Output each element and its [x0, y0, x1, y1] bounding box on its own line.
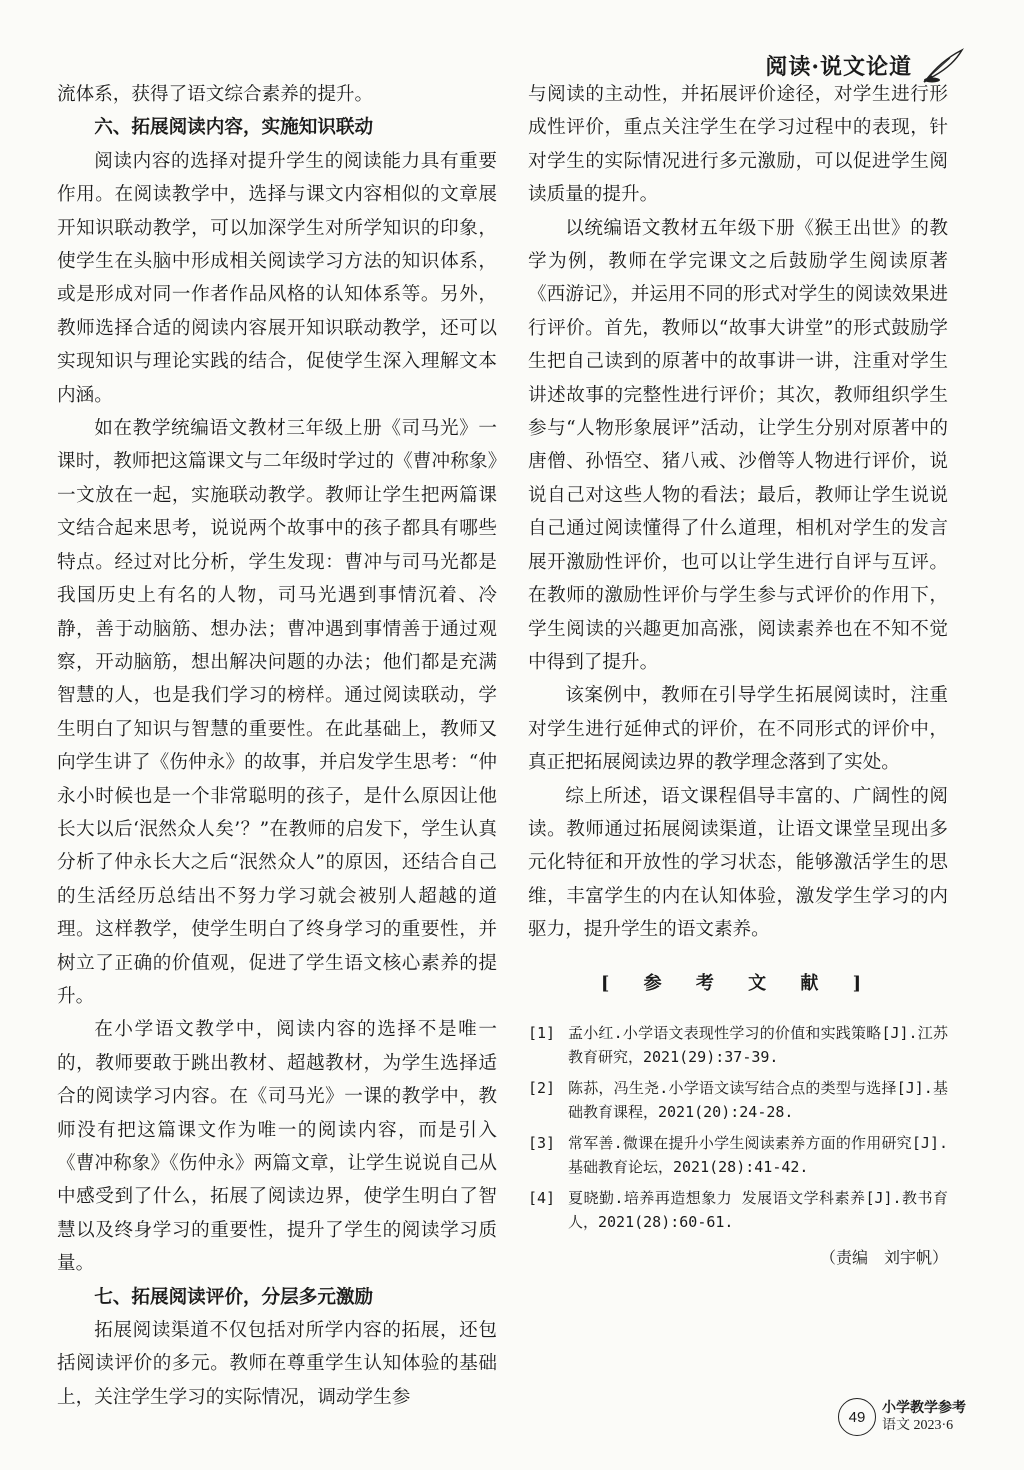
reference-number: [1] [528, 1023, 556, 1042]
paragraph: 综上所述，语文课程倡导丰富的、广阔性的阅读。教师通过拓展阅读渠道，让语文课堂呈现出多元化特征和开放性的学习状态，能够激活学生的思维，丰富学生的内在认知体验，激发学生学习的内驱力，提升学生的语文素养。 [528, 785, 948, 941]
reference-text: 常军善.微课在提升小学生阅读素养方面的作用研究[J].基础教育论坛，2021(28):41-42. [568, 1133, 948, 1177]
reference-number: [2] [528, 1078, 556, 1097]
left-column [57, 78, 497, 1414]
issue-label: 语文 2023·6 [882, 1418, 954, 1433]
reference-item [528, 1021, 948, 1070]
reference-text: 孟小红.小学语文表现性学习的价值和实践策略[J].江苏教育研究，2021(29):37-39. [568, 1023, 948, 1067]
paragraph: 该案例中，教师在引导学生拓展阅读时，注重对学生进行延伸式的评价，在不同形式的评价中，真正把拓展阅读边界的教学理念落到了实处。 [528, 685, 948, 774]
reference-item [528, 1131, 948, 1180]
section-title: 阅读·说文论道 [765, 53, 912, 80]
paragraph: 阅读内容的选择对提升学生的阅读能力具有重要作用。在阅读教学中，选择与课文内容相似的文章展开知识联动教学，可以加深学生对所学知识的印象，使学生在头脑中形成相关阅读学习方法的知识体系，或是形成对同一作者作品风格的认知体系等。另外，教师选择合适的阅读内容展开知识联动教学，还可以实现知识与理论实践的结合，促使学生深入理解文本内涵。 [57, 150, 497, 406]
reference-text: 陈荪，冯生尧.小学语文读写结合点的类型与选择[J].基础教育课程，2021(20):24-28. [568, 1078, 948, 1122]
reference-item [528, 1076, 948, 1125]
reference-text: 夏晓勤.培养再造想象力 发展语文学科素养[J].教书育人，2021(28):60-61. [568, 1188, 948, 1232]
reference-number: [3] [528, 1133, 556, 1152]
editor-credit: （责编 刘宇帆） [819, 1247, 948, 1267]
section-heading: 六、拓展阅读内容，实施知识联动 [94, 117, 374, 139]
page-footer [838, 1398, 966, 1436]
reference-item [528, 1186, 948, 1235]
paragraph: 与阅读的主动性，并拓展评价途径，对学生进行形成性评价，重点关注学生在学习过程中的表现，针对学生的实际情况进行多元激励，可以促进学生阅读质量的提升。 [528, 84, 948, 206]
paragraph: 流体系，获得了语文综合素养的提升。 [57, 84, 374, 105]
references-heading: [ 参 考 文 献 ] [600, 972, 876, 994]
paragraph: 如在教学统编语文教材三年级上册《司马光》一课时，教师把这篇课文与二年级时学过的《曹冲称象》一文放在一起，实施联动教学。教师让学生把两篇课文结合起来思考，说说两个故事中的孩子都具有哪些特点。经过对比分析，学生发现：曹冲与司马光都是我国历史上有名的人物，司马光遇到事情沉着、冷静，善于动脑筋、想办法；曹冲遇到事情善于通过观察，开动脑筋，想出解决问题的办法；他们都是充满智慧的人，也是我们学习的榜样。通过阅读联动，学生明白了知识与智慧的重要性。在此基础上，教师又向学生讲了《伤仲永》的故事，并启发学生思考：“仲永小时候也是一个非常聪明的孩子，是什么原因让他长大以后‘泯然众人矣’？”在教师的启发下，学生认真分析了仲永长大之后“泯然众人”的原因，还结合自己的生活经历总结出不努力学习就会被别人超越的道理。这样教学，使学生明白了终身学习的重要性，并树立了正确的价值观，促进了学生语文核心素养的提升。 [57, 418, 497, 1007]
journal-name: 小学教学参考 [882, 1400, 966, 1416]
section-heading: 七、拓展阅读评价，分层多元激励 [94, 1286, 374, 1308]
reference-number: [4] [528, 1188, 556, 1207]
references-list [528, 1021, 948, 1235]
paragraph: 以统编语文教材五年级下册《猴王出世》的教学为例，教师在学完课文之后鼓励学生阅读原著《西游记》，并运用不同的形式对学生的阅读效果进行评价。首先，教师以“故事大讲堂”的形式鼓励学生把自己读到的原著中的故事讲一讲，注重对学生讲述故事的完整性进行评价；其次，教师组织学生参与“人物形象展评”活动，让学生分别对原著中的唐僧、孙悟空、猪八戒、沙僧等人物进行评价，说说自己对这些人物的看法；最后，教师让学生说说自己通过阅读懂得了什么道理，相机对学生的发言展开激励性评价，也可以让学生进行自评与互评。在教师的激励性评价与学生参与式评价的作用下，学生阅读的兴趣更加高涨，阅读素养也在不知不觉中得到了提升。 [528, 217, 948, 673]
paragraph: 拓展阅读渠道不仅包括对所学内容的拓展，还包括阅读评价的多元。教师在尊重学生认知体验的基础上，关注学生学习的实际情况，调动学生参 [57, 1320, 497, 1408]
paragraph: 在小学语文教学中，阅读内容的选择不是唯一的，教师要敢于跳出教材、超越教材，为学生选择适合的阅读学习内容。在《司马光》一课的教学中，教师没有把这篇课文作为唯一的阅读内容，而是引入《曹冲称象》《伤仲永》两篇文章，让学生说说自己从中感受到了什么，拓展了阅读边界，使学生明白了智慧以及终身学习的重要性，提升了学生的阅读学习质量。 [57, 1019, 497, 1275]
right-column [528, 78, 948, 1274]
page-number: 49 [838, 1398, 876, 1436]
